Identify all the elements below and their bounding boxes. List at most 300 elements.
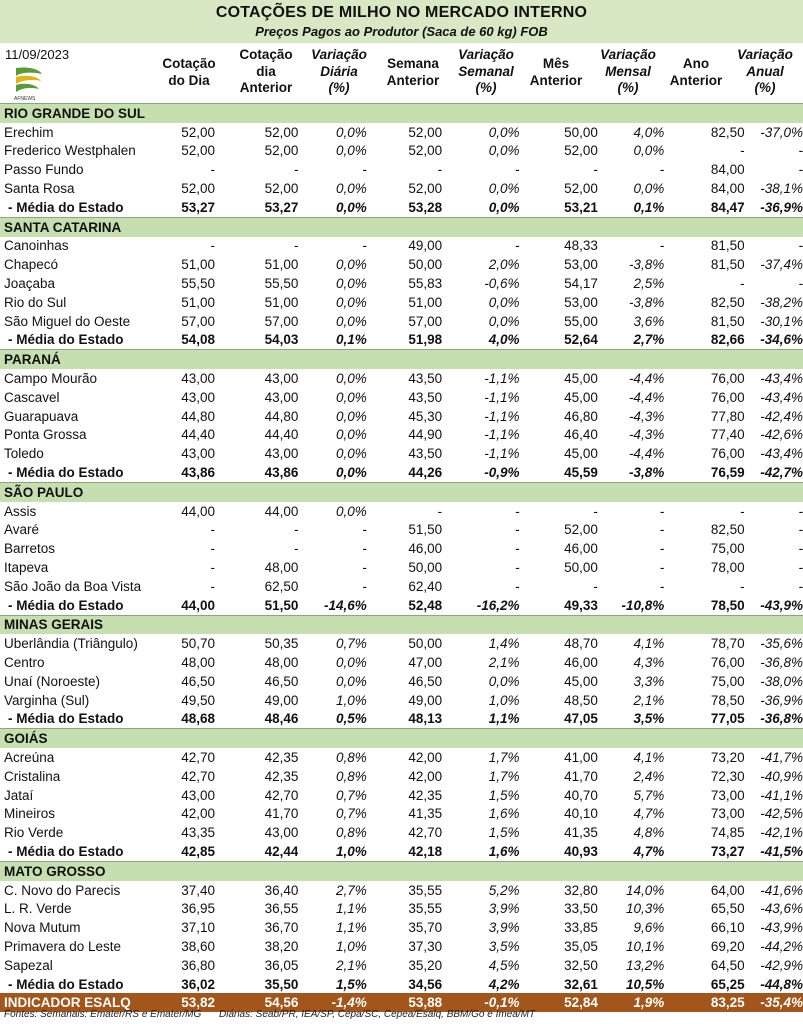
column-header-line: (%) — [617, 80, 639, 95]
cell-value: - — [659, 522, 665, 538]
row-label: Sapezal — [4, 957, 53, 973]
row-label: Campo Mourão — [4, 371, 98, 387]
cell-value: -34,6% — [760, 332, 803, 348]
cell-value: 45,00 — [564, 389, 598, 405]
cell-value: 41,35 — [408, 806, 443, 822]
cell-value: 1,1% — [336, 901, 367, 917]
cell-value: 62,40 — [408, 578, 443, 594]
cell-value: 42,70 — [408, 825, 443, 841]
cell-value: 78,70 — [710, 636, 745, 652]
cell-value: - — [362, 522, 367, 538]
cell-value: 52,00 — [181, 124, 216, 140]
cell-value: - — [740, 143, 745, 159]
state-average-row — [0, 842, 803, 861]
cell-value: -16,2% — [476, 597, 520, 613]
column-header-line: Variação — [311, 47, 367, 62]
cell-value: 1,5% — [336, 976, 367, 992]
cell-value: 43,50 — [408, 371, 443, 387]
cell-value: - — [210, 238, 216, 254]
state-name: SÃO PAULO — [0, 482, 803, 501]
cell-value: 0,0% — [336, 465, 367, 481]
cell-value: 81,50 — [710, 257, 745, 273]
cell-value: 4,1% — [633, 636, 665, 652]
row-label: Cascavel — [4, 389, 60, 405]
cell-value: 36,80 — [181, 957, 216, 973]
cell-value: -44,8% — [760, 976, 803, 992]
cell-value: - — [515, 503, 520, 519]
state-name: GOIÁS — [0, 729, 803, 748]
cell-value: - — [210, 522, 216, 538]
cell-value: 2,4% — [633, 768, 665, 784]
column-header-line: Mês — [542, 56, 570, 71]
cell-value: - — [293, 162, 299, 178]
state-average-row — [0, 198, 803, 217]
column-header-line: Variação — [458, 47, 514, 62]
row-label: Mineiros — [4, 806, 56, 822]
row-label: Jataí — [4, 787, 34, 803]
cell-value: 43,86 — [181, 465, 216, 481]
cell-value: - — [593, 578, 598, 594]
row-label: - Média do Estado — [8, 199, 124, 215]
cell-value: 73,20 — [710, 749, 745, 765]
row-label: Ponta Grossa — [4, 427, 87, 443]
cell-value: 0,0% — [488, 143, 520, 159]
cell-value: 41,00 — [564, 749, 598, 765]
cell-value: -43,4% — [760, 446, 803, 462]
state-header-row — [0, 104, 803, 123]
cell-value: 44,00 — [181, 597, 216, 613]
cell-value: 48,50 — [564, 692, 598, 708]
row-label: Erechim — [4, 124, 54, 140]
table-row — [0, 160, 803, 179]
cell-value: 43,00 — [264, 825, 299, 841]
cell-value: 46,00 — [564, 541, 598, 557]
column-header-line: Cotação — [162, 56, 216, 71]
cell-value: 44,80 — [181, 408, 216, 424]
cell-value: 32,50 — [564, 957, 598, 973]
cell-value: - — [659, 238, 665, 254]
table-row — [0, 881, 803, 900]
cell-value: 10,1% — [625, 938, 665, 954]
cell-value: 53,27 — [264, 199, 299, 215]
cell-value: - — [362, 162, 367, 178]
cell-value: - — [515, 541, 520, 557]
cell-value: -42,1% — [760, 825, 803, 841]
cell-value: 0,7% — [336, 636, 367, 652]
cell-value: 0,0% — [336, 655, 367, 670]
cell-value: 51,50 — [264, 597, 299, 613]
row-label: L. R. Verde — [4, 901, 72, 917]
cell-value: 40,70 — [564, 787, 598, 803]
cell-value: 75,00 — [710, 673, 745, 689]
cell-value: 46,50 — [181, 673, 216, 689]
cell-value: 4,2% — [488, 976, 520, 992]
cell-value: 3,6% — [633, 313, 665, 329]
table-row — [0, 577, 803, 596]
cell-value: - — [659, 560, 665, 576]
cell-value: 52,00 — [408, 181, 443, 197]
cell-value: 75,00 — [710, 541, 745, 557]
cell-value: 0,1% — [633, 199, 665, 215]
afnews-logo — [10, 64, 46, 102]
column-header-line: (%) — [475, 80, 497, 95]
cell-value: 43,00 — [264, 446, 299, 462]
cell-value: 42,18 — [408, 843, 443, 859]
cell-value: 40,10 — [564, 806, 598, 822]
cell-value: 50,70 — [181, 636, 216, 652]
cell-value: 84,47 — [710, 199, 745, 215]
cell-value: 2,1% — [633, 692, 665, 708]
cell-value: - — [293, 238, 299, 254]
cell-value: - — [798, 541, 803, 557]
row-label: Santa Rosa — [4, 181, 75, 197]
cell-value: 47,00 — [408, 655, 443, 670]
cell-value: -3,8% — [628, 294, 665, 310]
row-label: Acreúna — [4, 749, 55, 765]
cell-value: 82,50 — [710, 124, 745, 140]
cell-value: - — [362, 560, 367, 576]
cell-value: -1,4% — [298, 993, 366, 1012]
cell-value: 55,00 — [564, 313, 598, 329]
cell-value: 51,00 — [408, 294, 443, 310]
table-row — [0, 634, 803, 653]
cell-value: 1,9% — [598, 993, 664, 1012]
cell-value: 48,00 — [264, 655, 299, 670]
cell-value: 52,00 — [264, 124, 299, 140]
table-row — [0, 142, 803, 161]
cell-value: -38,1% — [760, 181, 803, 197]
cell-value: 37,40 — [181, 882, 216, 898]
cell-value: 44,40 — [264, 427, 299, 443]
cell-value: 53,82 — [160, 993, 215, 1012]
cell-value: 53,21 — [564, 199, 598, 215]
cell-value: 65,25 — [710, 976, 745, 992]
cell-value: 35,50 — [264, 976, 299, 992]
cell-value: 69,20 — [710, 938, 745, 954]
cell-value: 45,00 — [564, 673, 598, 689]
cell-value: 57,00 — [264, 313, 299, 329]
cell-value: - — [515, 522, 520, 538]
state-average-row — [0, 596, 803, 615]
table-row — [0, 956, 803, 975]
cell-value: 46,00 — [564, 655, 598, 670]
cell-value: -35,6% — [760, 636, 803, 652]
cell-value: -4,4% — [628, 389, 665, 405]
cell-value: 36,55 — [264, 901, 299, 917]
cell-value: 54,56 — [215, 993, 298, 1012]
cell-value: 50,00 — [408, 257, 443, 273]
cell-value: -43,4% — [760, 371, 803, 387]
cell-value: 1,6% — [488, 806, 520, 822]
row-label: Frederico Westphalen — [4, 143, 136, 159]
cell-value: 0,0% — [336, 427, 367, 443]
cell-value: 53,28 — [408, 199, 443, 215]
cell-value: -36,9% — [760, 199, 803, 215]
cell-value: 2,5% — [633, 276, 665, 292]
cell-value: 0,0% — [488, 294, 520, 310]
cell-value: 4,1% — [633, 749, 665, 765]
cell-value: 74,85 — [710, 825, 745, 841]
cell-value: 52,00 — [408, 124, 443, 140]
cell-value: 9,6% — [633, 920, 665, 936]
row-label: - Média do Estado — [8, 711, 124, 727]
cell-value: 43,00 — [264, 371, 299, 387]
cell-value: 45,30 — [408, 408, 443, 424]
cell-value: 46,80 — [564, 408, 598, 424]
cell-value: -43,9% — [760, 920, 803, 936]
cell-value: 36,40 — [264, 882, 299, 898]
cell-value: 35,20 — [408, 957, 443, 973]
cell-value: - — [659, 578, 665, 594]
row-label: Barretos — [4, 541, 56, 557]
cell-value: 48,33 — [564, 238, 598, 254]
column-header-line: Anterior — [239, 80, 293, 95]
cell-value: 36,02 — [181, 976, 216, 992]
cell-value: 84,00 — [710, 181, 745, 197]
state-name: RIO GRANDE DO SUL — [0, 104, 803, 123]
state-header-row — [0, 482, 803, 501]
cell-value: 42,85 — [181, 843, 216, 859]
cell-value: 52,00 — [564, 143, 598, 159]
cell-value: 0,0% — [336, 673, 367, 689]
cell-value: 48,70 — [564, 636, 598, 652]
cell-value: 35,05 — [564, 938, 598, 954]
column-header-line: do Dia — [168, 72, 210, 88]
cell-value: 47,05 — [564, 711, 598, 727]
table-row — [0, 937, 803, 956]
page-subtitle: Preços Pagos ao Produtor (Saca de 60 kg) FOB — [255, 24, 548, 39]
cell-value: 35,55 — [408, 901, 443, 917]
row-label: São João da Boa Vista — [4, 578, 142, 594]
cell-value: 73,27 — [710, 843, 745, 859]
cell-value: 43,00 — [181, 371, 216, 387]
cell-value: - — [798, 522, 803, 538]
cell-value: 78,00 — [710, 560, 745, 576]
table-row — [0, 179, 803, 198]
table-row — [0, 502, 803, 521]
cell-value: 45,00 — [564, 446, 598, 462]
cell-value: -0,1% — [442, 993, 519, 1012]
state-header-row — [0, 729, 803, 748]
column-header-line: Variação — [600, 47, 656, 62]
table-row — [0, 767, 803, 786]
cell-value: -42,7% — [760, 465, 803, 481]
column-header-line: Cotação — [239, 47, 293, 62]
cell-value: -35,4% — [745, 993, 803, 1012]
row-label: - Média do Estado — [8, 465, 124, 481]
state-average-row — [0, 710, 803, 729]
cell-value: -43,4% — [760, 389, 803, 405]
cell-value: 1,0% — [336, 938, 367, 954]
row-label: Itapeva — [4, 560, 49, 576]
cell-value: 32,61 — [564, 976, 598, 992]
logo-text: AFNEWS — [14, 96, 36, 102]
cell-value: 5,7% — [633, 787, 665, 803]
cell-value: 1,0% — [488, 692, 520, 708]
cell-value: 33,50 — [564, 901, 598, 917]
table-row — [0, 521, 803, 540]
column-header-line: Anual — [746, 63, 784, 79]
column-header-line: (%) — [328, 80, 350, 95]
cell-value: 42,44 — [264, 843, 299, 859]
table-row — [0, 899, 803, 918]
cell-value: 84,00 — [710, 162, 745, 178]
table-row — [0, 312, 803, 331]
cell-value: 64,00 — [710, 882, 745, 898]
cell-value: 0,1% — [336, 332, 367, 348]
cell-value: 76,00 — [710, 446, 745, 462]
cell-value: 0,0% — [488, 673, 520, 689]
cell-value: -41,6% — [760, 882, 803, 898]
cell-value: 0,0% — [488, 181, 520, 197]
cell-value: 44,00 — [181, 503, 216, 519]
cell-value: 52,00 — [181, 181, 216, 197]
cell-value: - — [798, 578, 803, 594]
cell-value: - — [437, 503, 443, 519]
cell-value: -4,4% — [628, 446, 665, 462]
cell-value: 4,7% — [633, 806, 665, 822]
cell-value: 0,5% — [336, 711, 367, 727]
cell-value: - — [798, 560, 803, 576]
cell-value: 42,00 — [181, 806, 216, 822]
table-row — [0, 388, 803, 407]
table-row — [0, 407, 803, 426]
cell-value: 53,00 — [564, 294, 598, 310]
cell-value: -41,5% — [760, 843, 803, 859]
cell-value: 42,35 — [264, 749, 299, 765]
cell-value: 77,05 — [710, 711, 745, 727]
cell-value: - — [210, 578, 216, 594]
cell-value: 0,0% — [336, 503, 367, 519]
cell-value: - — [740, 276, 745, 292]
cell-value: 0,8% — [336, 749, 367, 765]
cell-value: 51,00 — [264, 294, 299, 310]
cell-value: 55,50 — [181, 276, 216, 292]
cell-value: 10,3% — [625, 901, 665, 917]
cell-value: -41,7% — [760, 749, 803, 765]
cell-value: 48,00 — [181, 655, 216, 670]
cell-value: - — [515, 578, 520, 594]
cell-value: 50,00 — [408, 636, 443, 652]
cell-value: 40,93 — [564, 843, 598, 859]
cell-value: - — [659, 162, 665, 178]
cell-value: 77,80 — [710, 408, 745, 424]
table-row — [0, 426, 803, 445]
cell-value: - — [593, 503, 598, 519]
cell-value: 53,00 — [564, 257, 598, 273]
column-header-line: Semana — [387, 56, 439, 71]
cell-value: 51,98 — [408, 332, 443, 348]
cell-value: - — [362, 541, 367, 557]
table-row — [0, 804, 803, 823]
cell-value: 2,1% — [488, 655, 520, 670]
cell-value: 43,35 — [181, 825, 216, 841]
cell-value: 4,0% — [633, 124, 665, 140]
table-row — [0, 369, 803, 388]
table-row — [0, 274, 803, 293]
cell-value: 4,5% — [488, 957, 520, 973]
cell-value: 51,00 — [181, 294, 216, 310]
cell-value: 50,00 — [564, 560, 598, 576]
cell-value: -38,0% — [760, 673, 803, 689]
row-label: Centro — [4, 655, 45, 670]
cell-value: 50,00 — [564, 124, 598, 140]
cell-value: 0,0% — [336, 313, 367, 329]
cell-value: - — [740, 578, 745, 594]
cell-value: 51,00 — [264, 257, 299, 273]
cell-value: - — [798, 238, 803, 254]
page-title: COTAÇÕES DE MILHO NO MERCADO INTERNO — [215, 4, 588, 21]
cell-value: -4,3% — [628, 408, 665, 424]
cell-value: 44,90 — [408, 427, 443, 443]
quote-date: 11/09/2023 — [5, 47, 70, 62]
cell-value: 76,00 — [710, 371, 745, 387]
cell-value: 55,83 — [408, 276, 443, 292]
cell-value: -36,8% — [760, 655, 803, 670]
cell-value: 48,13 — [408, 711, 443, 727]
cell-value: 50,00 — [408, 560, 443, 576]
cell-value: 0,0% — [336, 257, 367, 273]
cell-value: - — [293, 522, 299, 538]
cell-value: 41,70 — [564, 768, 598, 784]
cell-value: 1,4% — [488, 636, 520, 652]
cell-value: -42,9% — [760, 957, 803, 973]
cell-value: -41,1% — [760, 787, 803, 803]
cell-value: 41,70 — [264, 806, 299, 822]
cell-value: 81,50 — [710, 238, 745, 254]
cell-value: 52,48 — [408, 597, 443, 613]
column-header — [526, 56, 586, 89]
cell-value: 48,68 — [181, 711, 216, 727]
cell-value: 72,30 — [710, 768, 745, 784]
column-header — [734, 47, 796, 97]
cell-value: 49,00 — [408, 692, 443, 708]
cell-value: 13,2% — [625, 957, 665, 973]
state-average-row — [0, 463, 803, 482]
cell-value: 10,5% — [625, 976, 665, 992]
cell-value: 1,0% — [336, 843, 367, 859]
quotes-table — [0, 103, 803, 1012]
cell-value: 3,9% — [488, 901, 520, 917]
cell-value: 51,00 — [181, 257, 216, 273]
state-average-row — [0, 331, 803, 350]
state-name: MINAS GERAIS — [0, 615, 803, 634]
cell-value: 53,27 — [181, 199, 216, 215]
cell-value: 57,00 — [181, 313, 216, 329]
cell-value: -3,8% — [628, 465, 665, 481]
cell-value: 2,7% — [633, 332, 665, 348]
table-row — [0, 539, 803, 558]
row-label: INDICADOR ESALQ — [0, 993, 160, 1012]
cell-value: 43,50 — [408, 389, 443, 405]
cell-value: 43,50 — [408, 446, 443, 462]
table-row — [0, 918, 803, 937]
cell-value: 46,40 — [564, 427, 598, 443]
cell-value: 0,0% — [336, 408, 367, 424]
cell-value: 3,5% — [488, 938, 520, 954]
cell-value: - — [593, 162, 598, 178]
row-label: Assis — [4, 503, 37, 519]
column-header-line: (%) — [754, 80, 776, 95]
cell-value: -4,4% — [628, 371, 665, 387]
cell-value: -4,3% — [628, 427, 665, 443]
cell-value: 0,0% — [336, 389, 367, 405]
cell-value: 54,03 — [264, 332, 299, 348]
cell-value: 43,00 — [264, 389, 299, 405]
footer — [4, 1009, 799, 1020]
cell-value: 55,50 — [264, 276, 299, 292]
cell-value: -40,9% — [760, 768, 803, 784]
